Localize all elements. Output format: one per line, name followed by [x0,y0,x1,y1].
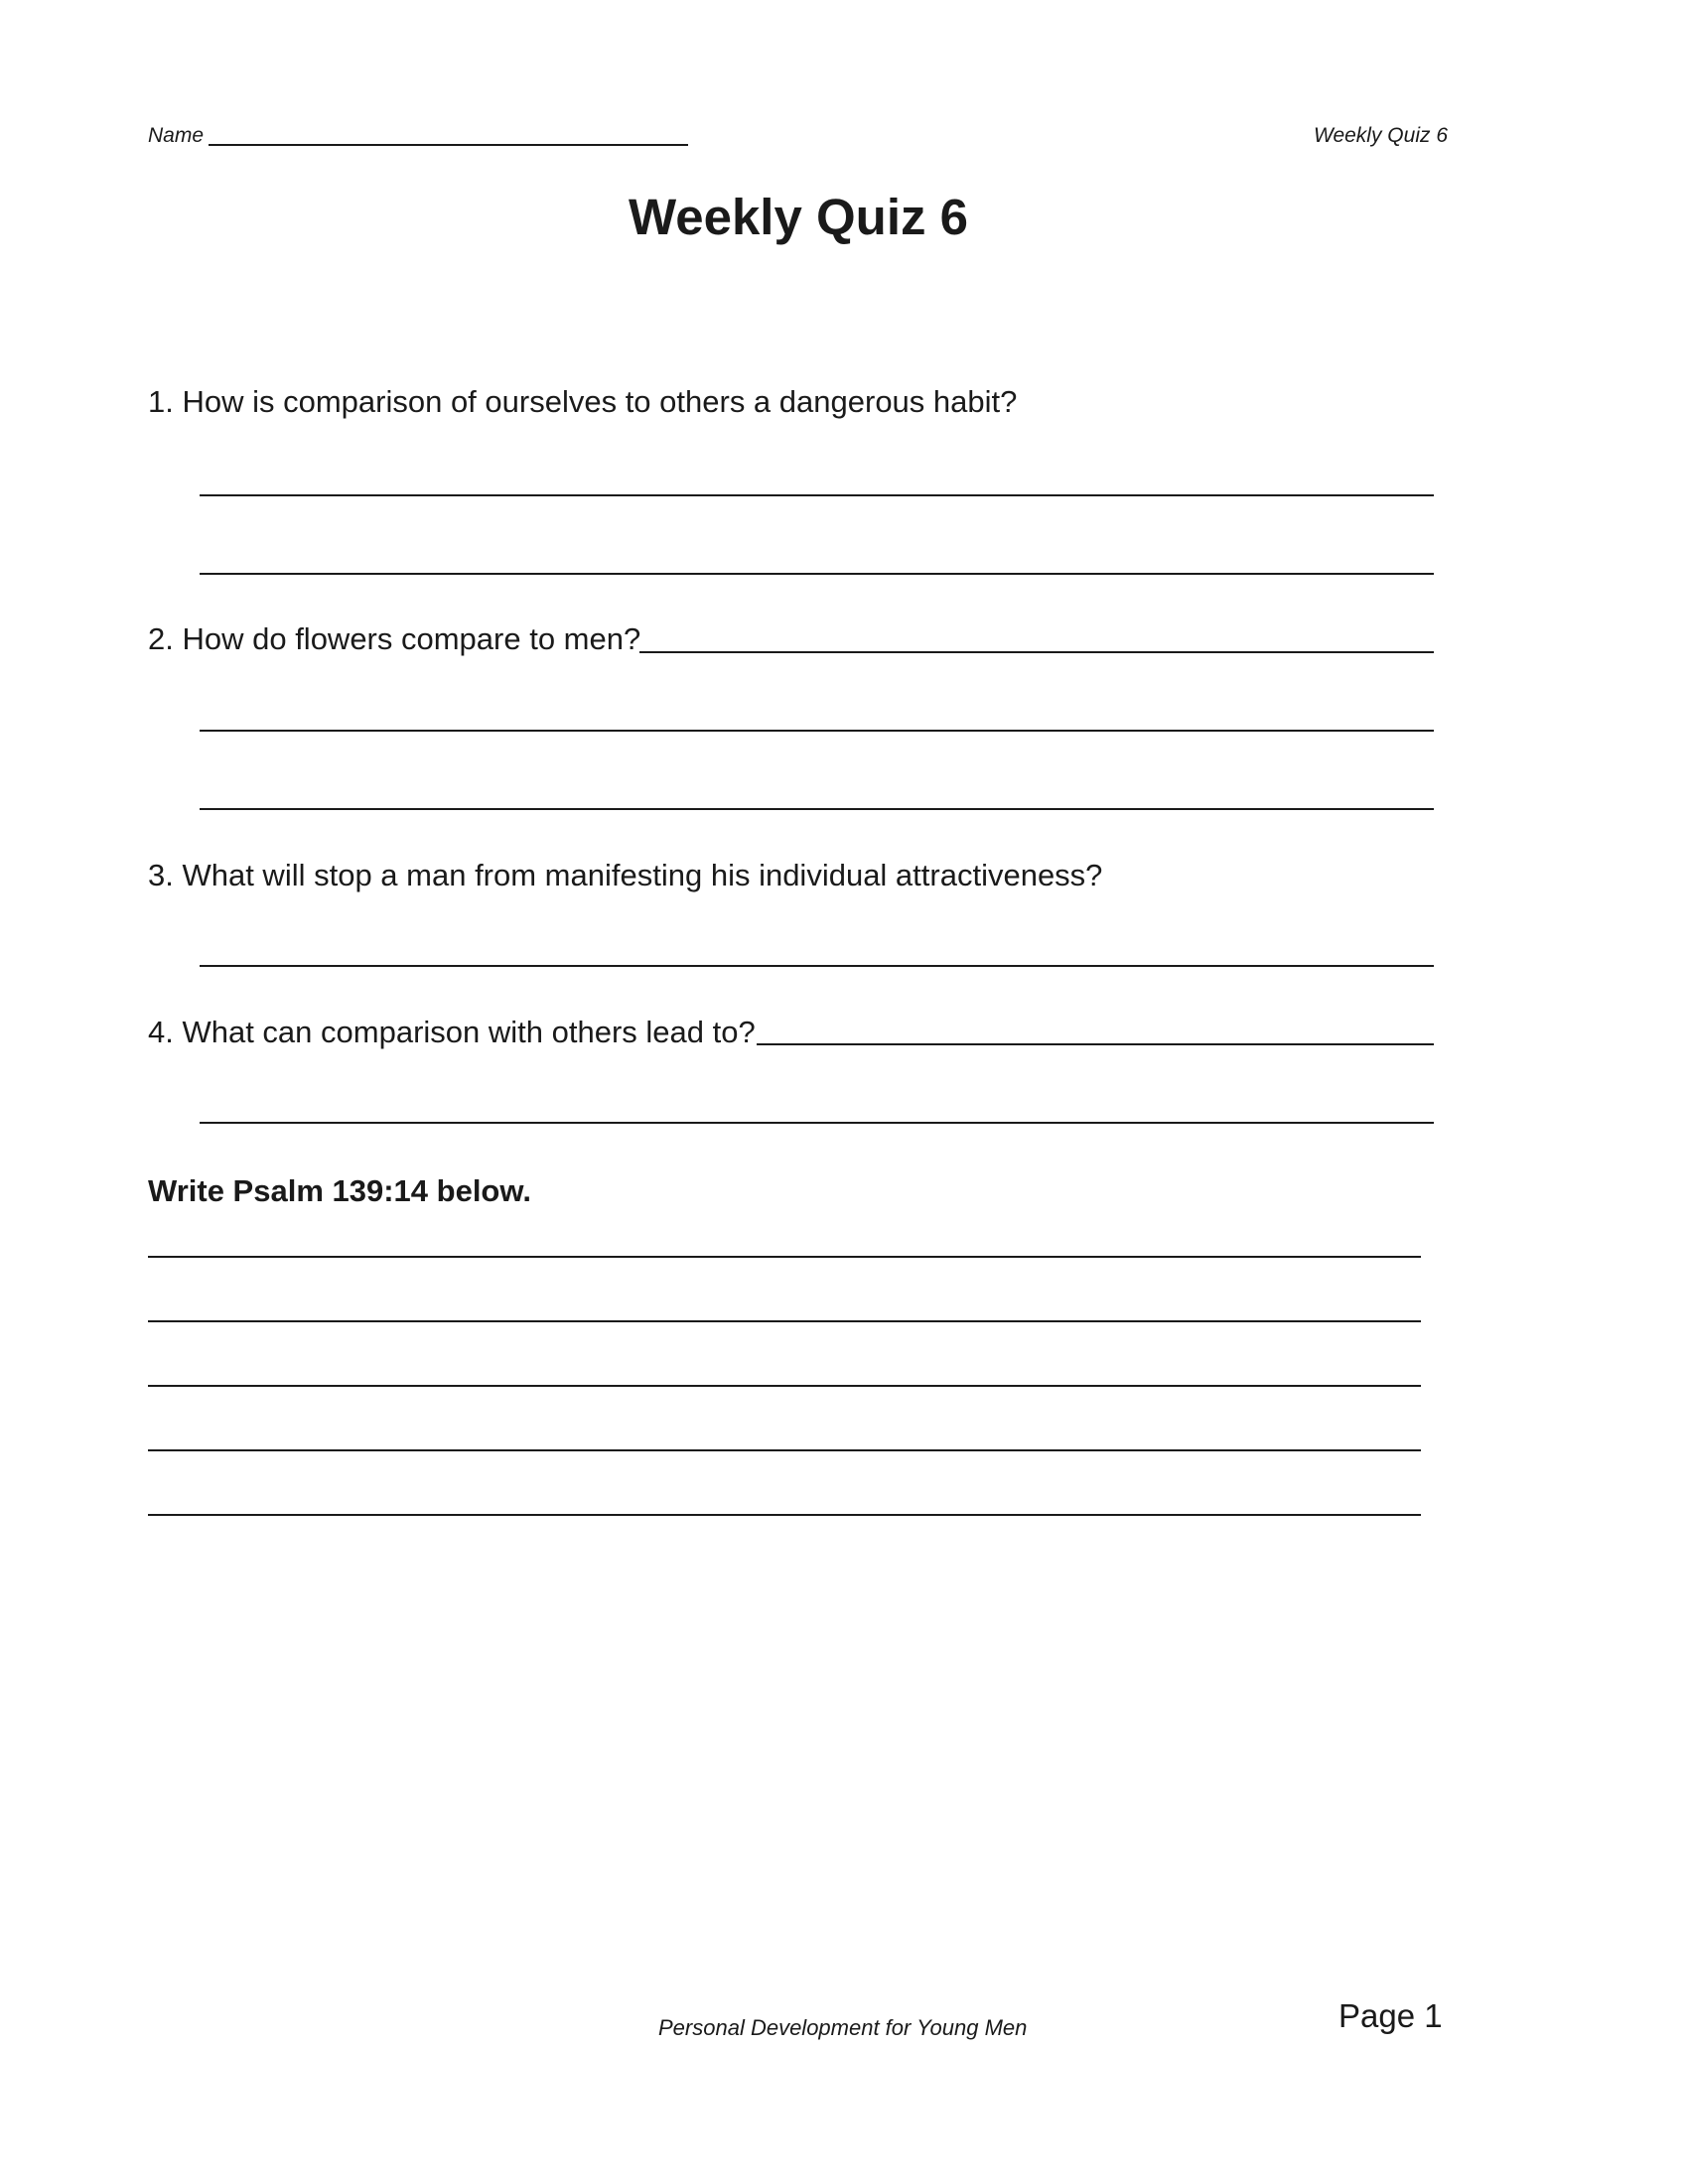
header-quiz-label: Weekly Quiz 6 [1314,124,1448,147]
question-2: 2. How do flowers compare to men? [148,621,641,656]
psalm-line-2[interactable] [148,1320,1421,1322]
psalm-line-5[interactable] [148,1514,1421,1516]
footer-book-title: Personal Development for Young Men [658,2015,1028,2040]
psalm-line-4[interactable] [148,1449,1421,1451]
answer-line-q2-inline[interactable] [639,651,1434,653]
name-field[interactable] [209,144,688,146]
page-title: Weekly Quiz 6 [629,189,969,245]
answer-line-q1-2[interactable] [200,573,1434,575]
page-number: Page 1 [1338,1997,1443,2034]
question-1: 1. How is comparison of ourselves to others a dangerous habit? [148,384,1018,419]
question-4: 4. What can comparison with others lead to? [148,1015,756,1049]
psalm-line-1[interactable] [148,1256,1421,1258]
answer-line-q4-inline[interactable] [757,1043,1434,1045]
answer-line-q2-1[interactable] [200,730,1434,732]
psalm-line-3[interactable] [148,1385,1421,1387]
answer-line-q1-1[interactable] [200,494,1434,496]
answer-line-q4-1[interactable] [200,1122,1434,1124]
answer-line-q2-2[interactable] [200,808,1434,810]
question-3: 3. What will stop a man from manifesting his individual attractiveness? [148,858,1103,892]
name-label: Name [148,124,205,147]
answer-line-q3-1[interactable] [200,965,1434,967]
psalm-instruction: Write Psalm 139:14 below. [148,1173,531,1208]
